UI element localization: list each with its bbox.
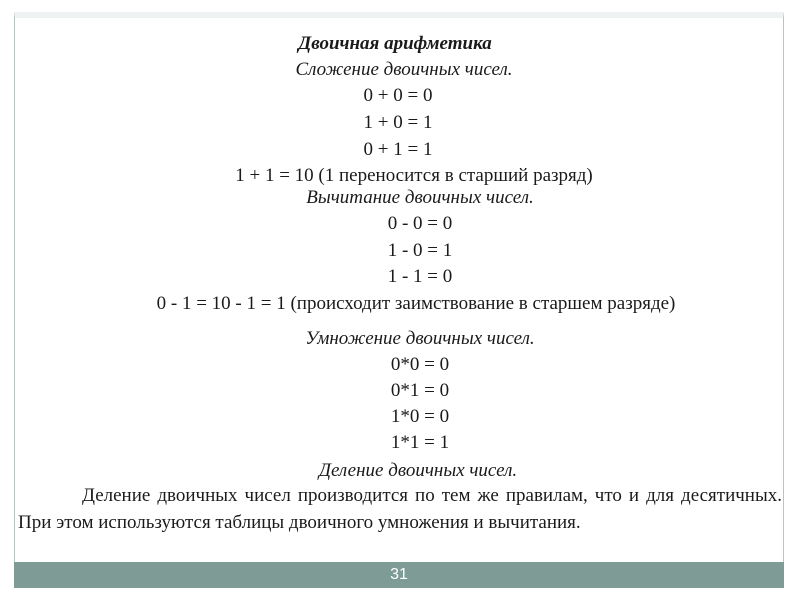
addition-rule: 0 + 1 = 1 bbox=[363, 139, 433, 160]
page-number: 31 bbox=[390, 566, 408, 583]
subtraction-rule: 1 - 0 = 1 bbox=[387, 240, 453, 261]
multiplication-heading: Умножение двоичных чисел. bbox=[305, 328, 535, 349]
subtraction-rule: 0 - 0 = 0 bbox=[387, 213, 453, 234]
subtraction-rule: 0 - 1 = 10 - 1 = 1 (происходит заимствование в старшем разряде) bbox=[156, 293, 676, 314]
subtraction-rule: 1 - 1 = 0 bbox=[387, 266, 453, 287]
addition-rule: 1 + 0 = 1 bbox=[363, 112, 433, 133]
multiplication-rule: 1*1 = 1 bbox=[390, 432, 450, 453]
multiplication-rule: 0*1 = 0 bbox=[390, 380, 450, 401]
footer-bar bbox=[14, 562, 784, 588]
division-paragraph bbox=[18, 482, 782, 536]
addition-rule: 0 + 0 = 0 bbox=[363, 85, 433, 106]
addition-rule: 1 + 1 = 10 (1 переносится в старший разряд) bbox=[235, 165, 593, 186]
addition-heading: Сложение двоичных чисел. bbox=[295, 59, 513, 80]
multiplication-rule: 0*0 = 0 bbox=[390, 354, 450, 375]
division-heading: Деление двоичных чисел. bbox=[318, 460, 518, 481]
slide-title: Двоичная арифметика bbox=[298, 33, 492, 54]
multiplication-rule: 1*0 = 0 bbox=[390, 406, 450, 427]
subtraction-heading: Вычитание двоичных чисел. bbox=[306, 187, 534, 208]
division-text: Деление двоичных чисел производится по тем же правилам, что и для десятичных. При этом используются таблицы двоичного умножения и вычитания. bbox=[18, 485, 782, 533]
